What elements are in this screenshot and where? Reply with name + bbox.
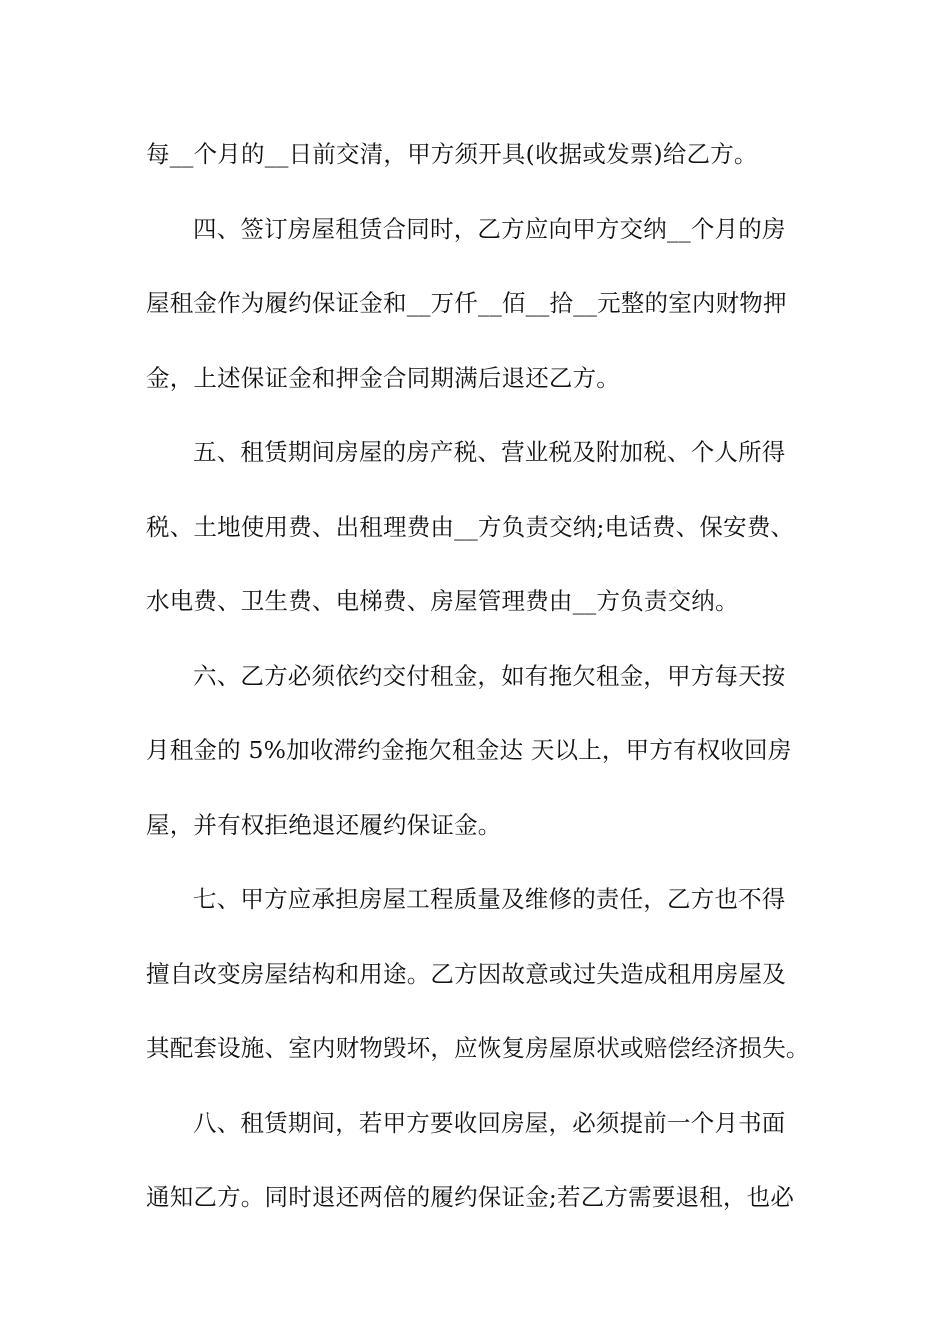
text-line-2: 四、签订房屋租赁合同时，乙方应向甲方交纳__个月的房 [193, 214, 786, 243]
text-line-7: 水电费、卫生费、电梯费、房屋管理费由__方负责交纳。 [146, 587, 739, 615]
text-line-6: 税、土地使用费、出租理费由__方负责交纳;电话费、保安费、 [146, 512, 795, 541]
text-line-14: 八、租赁期间，若甲方要收回房屋，必须提前一个月书面 [193, 1108, 786, 1137]
text-line-10: 屋，并有权拒绝退还履约保证金。 [146, 810, 502, 839]
text-line-12: 擅自改变房屋结构和用途。乙方因故意或过失造成租用房屋及 [146, 959, 786, 988]
text-line-15: 通知乙方。同时退还两倍的履约保证金;若乙方需要退租，也必 [146, 1183, 795, 1211]
text-line-1: 每__个月的__日前交清，甲方须开具(收据或发票)给乙方。 [146, 140, 758, 168]
text-line-9: 月租金的 5%加收滞约金拖欠租金达 天以上，甲方有权收回房 [146, 736, 792, 764]
text-line-11: 七、甲方应承担房屋工程质量及维修的责任，乙方也不得 [193, 885, 786, 913]
contract-text [146, 128, 810, 1246]
text-line-13: 其配套设施、室内财物毁坏，应恢复房屋原状或赔偿经济损失。 [146, 1034, 810, 1062]
text-line-5: 五、租赁期间房屋的房产税、营业税及附加税、个人所得 [193, 438, 786, 466]
text-line-8: 六、乙方必须依约交付租金，如有拖欠租金，甲方每天按 [193, 661, 786, 690]
text-line-3: 屋租金作为履约保证金和__万仟__佰__拾__元整的室内财物押 [146, 289, 787, 317]
text-line-4: 金，上述保证金和押金合同期满后退还乙方。 [146, 363, 620, 392]
